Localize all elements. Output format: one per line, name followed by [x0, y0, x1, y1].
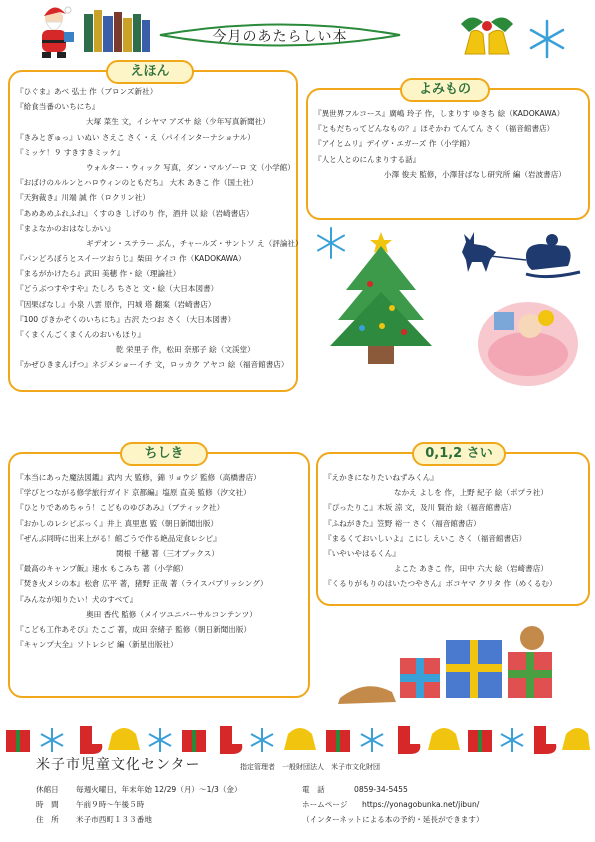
book-item: 『ふねがきた』笠野 裕一 さく（福音館書店）	[324, 518, 481, 528]
ornament-row	[0, 722, 595, 756]
book-item: 大塚 菜生 文，イシヤマ アズサ 絵（少年写真新聞社）	[86, 117, 270, 127]
manager-label: 指定管理者 一般財団法人 米子市文化財団	[240, 763, 380, 771]
book-item: 『まるくておいしいよ』こにし えいこ さく（福音館書店）	[324, 533, 527, 543]
book-item: 『きみとぎゅっ』いぬい さえこ さく・え（パイインターナショナル）	[16, 132, 255, 142]
book-item: 奥田 香代 監修（メイツユニバーサルコンテンツ）	[86, 609, 257, 619]
book-item: 『おばけのルルンとハロウィンのともだち』 大木 あきこ 作（国土社）	[16, 178, 258, 188]
book-item: 『くるりがもりのはいたつやさん』ボコヤマ クリタ 作（めくるむ）	[324, 579, 557, 589]
book-item: 小澤 俊夫 監修，小澤昔ばなし研究所 編（岩波書店）	[384, 169, 566, 179]
book-item: 『異世界フルコース』廣嶋 玲子 作，しまりす ゆきち 絵（KADOKAWA）	[314, 109, 565, 118]
book-item: 『どうぶつすやすや』たしろ ちさと 文・絵（大日本図書）	[16, 284, 219, 294]
snowflake-icon	[314, 226, 348, 260]
gift-icon	[6, 730, 30, 752]
contact-info	[302, 782, 592, 827]
page-title: 今月のあたらしい本	[212, 29, 348, 45]
book-item: 『100 ぴきかぞくのいちにち』古沢 たつお さく（大日本図書）	[16, 314, 236, 324]
book-item: 『ひとりであめちゃう！こどものゆびあみ』（ブティック社）	[16, 503, 225, 513]
book-item: 『キャンプ大全』ソトレシピ 編（新星出版社）	[16, 640, 178, 650]
ehon-list	[16, 84, 303, 373]
book-item: ウォルター・ウィック 写真，ダン・マルゾーロ 文（小学館）	[86, 162, 295, 172]
book-item: 『ぜんぶ同時に出来上がる！館ごうで作る絶品定食レシピ』	[16, 533, 221, 543]
phone-label: 電 話	[302, 785, 325, 794]
info-value: 米子市西町１３３番地	[76, 815, 152, 824]
book-item: 乾 栄里子 作，松田 奈那子 絵（文渓堂）	[116, 345, 255, 355]
snowflake-icon	[526, 18, 568, 60]
book-item: 『人と人とのにんまりする話』	[314, 154, 421, 164]
chishiki-label: ちしき	[120, 442, 208, 466]
book-item: 『くまくんごくまくんのおいもほり』	[16, 330, 146, 339]
homepage-link[interactable]: https://yonagobunka.net/jibun/	[362, 800, 480, 809]
zero12-list	[324, 470, 586, 592]
book-item: 『ミッケ！９ すきすきミッケ』	[16, 147, 125, 157]
book-item: 『最高のキャンプ飯』速水 もこみち 著（小学館）	[16, 564, 188, 574]
info-row-closed	[36, 782, 306, 797]
book-item: 『あめあめふれふれ』くすのき しげのり 作，酒井 以 絵（岩崎書店）	[16, 208, 254, 218]
book-item: 『本当にあった魔法図鑑』武内 大 監修，錦 リョウジ 監修（高橋書店）	[16, 473, 261, 482]
book-item: 『おかしのレシピぶっく』井上 真里恵 監（朝日新聞出版）	[16, 518, 219, 528]
info-value: 毎週火曜日，年末年始 12/29（月）～1/3（金）	[76, 785, 242, 794]
info-rows	[36, 782, 306, 827]
sleeping-child-icon	[472, 294, 582, 390]
book-item: 『まるがかけたら』武田 美穂 作・絵（理論社）	[16, 269, 181, 279]
internet-note: （インターネットによる本の予約・延長ができます）	[302, 815, 484, 824]
ehon-label: えほん	[106, 60, 194, 84]
title-banner	[150, 18, 410, 52]
book-item: 『天狗裁き』川端 誠 作（ロクリン社）	[16, 193, 150, 203]
book-item: 『みんなが知りたい！犬のすべて』	[16, 594, 138, 604]
info-row-hours	[36, 797, 306, 812]
book-item: 『かぜひきまんげつ』ネジメショーイチ 文，ロッカク アヤコ 絵（福音館書店）	[16, 360, 289, 370]
info-row-address	[36, 812, 306, 827]
book-item: 『こども工作あそび』たこご 著，成田 奈緒子 監修（朝日新聞出版）	[16, 624, 252, 634]
reindeer-sleigh-icon	[456, 222, 588, 292]
book-item: 『えかきになりたいねずみくん』	[324, 473, 438, 482]
info-value: 午前９時～午後５時	[76, 800, 145, 809]
center-name: 米子市児童文化センター	[36, 757, 201, 773]
book-item: 『因果ばなし』小泉 八雲 原作，円城 塔 翻案（岩崎書店）	[16, 299, 216, 309]
info-label: 時 間	[36, 800, 59, 809]
book-item: 関根 千穂 著（三才ブックス）	[116, 548, 219, 558]
book-item: 『焚き火メシの本』松倉 広平 著，猪野 正哉 著（ライスパブリッシング）	[16, 579, 268, 589]
book-item: 『いやいやはるくん』	[324, 548, 400, 558]
bells-icon	[455, 14, 519, 64]
yomimono-list	[314, 106, 584, 182]
homepage-label: ホームページ	[302, 800, 348, 809]
phone-number[interactable]: 0859-34-5455	[354, 785, 408, 794]
book-item: 『ひぐま』あべ 弘士 作（ブロンズ新社）	[16, 87, 158, 96]
book-item: よこた あきこ 作，田中 六大 絵（岩崎書店）	[394, 564, 548, 574]
book-item: 『ぴったりこ』木坂 涼 文，及川 賢治 絵（福音館書店）	[324, 503, 516, 513]
gift-boxes-icon	[336, 618, 586, 710]
book-item: ギデオン・ステラー ぶん，チャールズ・サントソ え（評論社）	[86, 238, 303, 248]
book-item: 『まよなかのおはなしかい』	[16, 223, 115, 233]
book-item: 『学びとつながる修学旅行ガイド 京都編』塩原 直美 監修（汐文社）	[16, 488, 251, 498]
book-item: 『パンどろぼうとスイーツおうじ』柴田 ケイコ 作（KADOKAWA）	[16, 254, 246, 264]
chishiki-list	[16, 470, 304, 652]
book-item: なかえ よしを 作，上野 紀子 絵（ポプラ社）	[394, 488, 548, 498]
santa-icon	[30, 4, 80, 60]
book-item: 『ともだちってどんなもの？』ほそかわ てんてん さく（福音館書店）	[314, 124, 555, 134]
info-label: 休館日	[36, 785, 59, 794]
info-label: 住 所	[36, 815, 59, 824]
yomimono-label: よみもの	[400, 78, 490, 102]
zero12-label: 0,1,2 さい	[412, 442, 506, 466]
books-icon	[82, 8, 152, 54]
book-item: 『給食当番のいちにち』	[16, 102, 100, 112]
book-item: 『アイとムリ』デイヴ・エガーズ 作（小学館）	[314, 139, 475, 149]
